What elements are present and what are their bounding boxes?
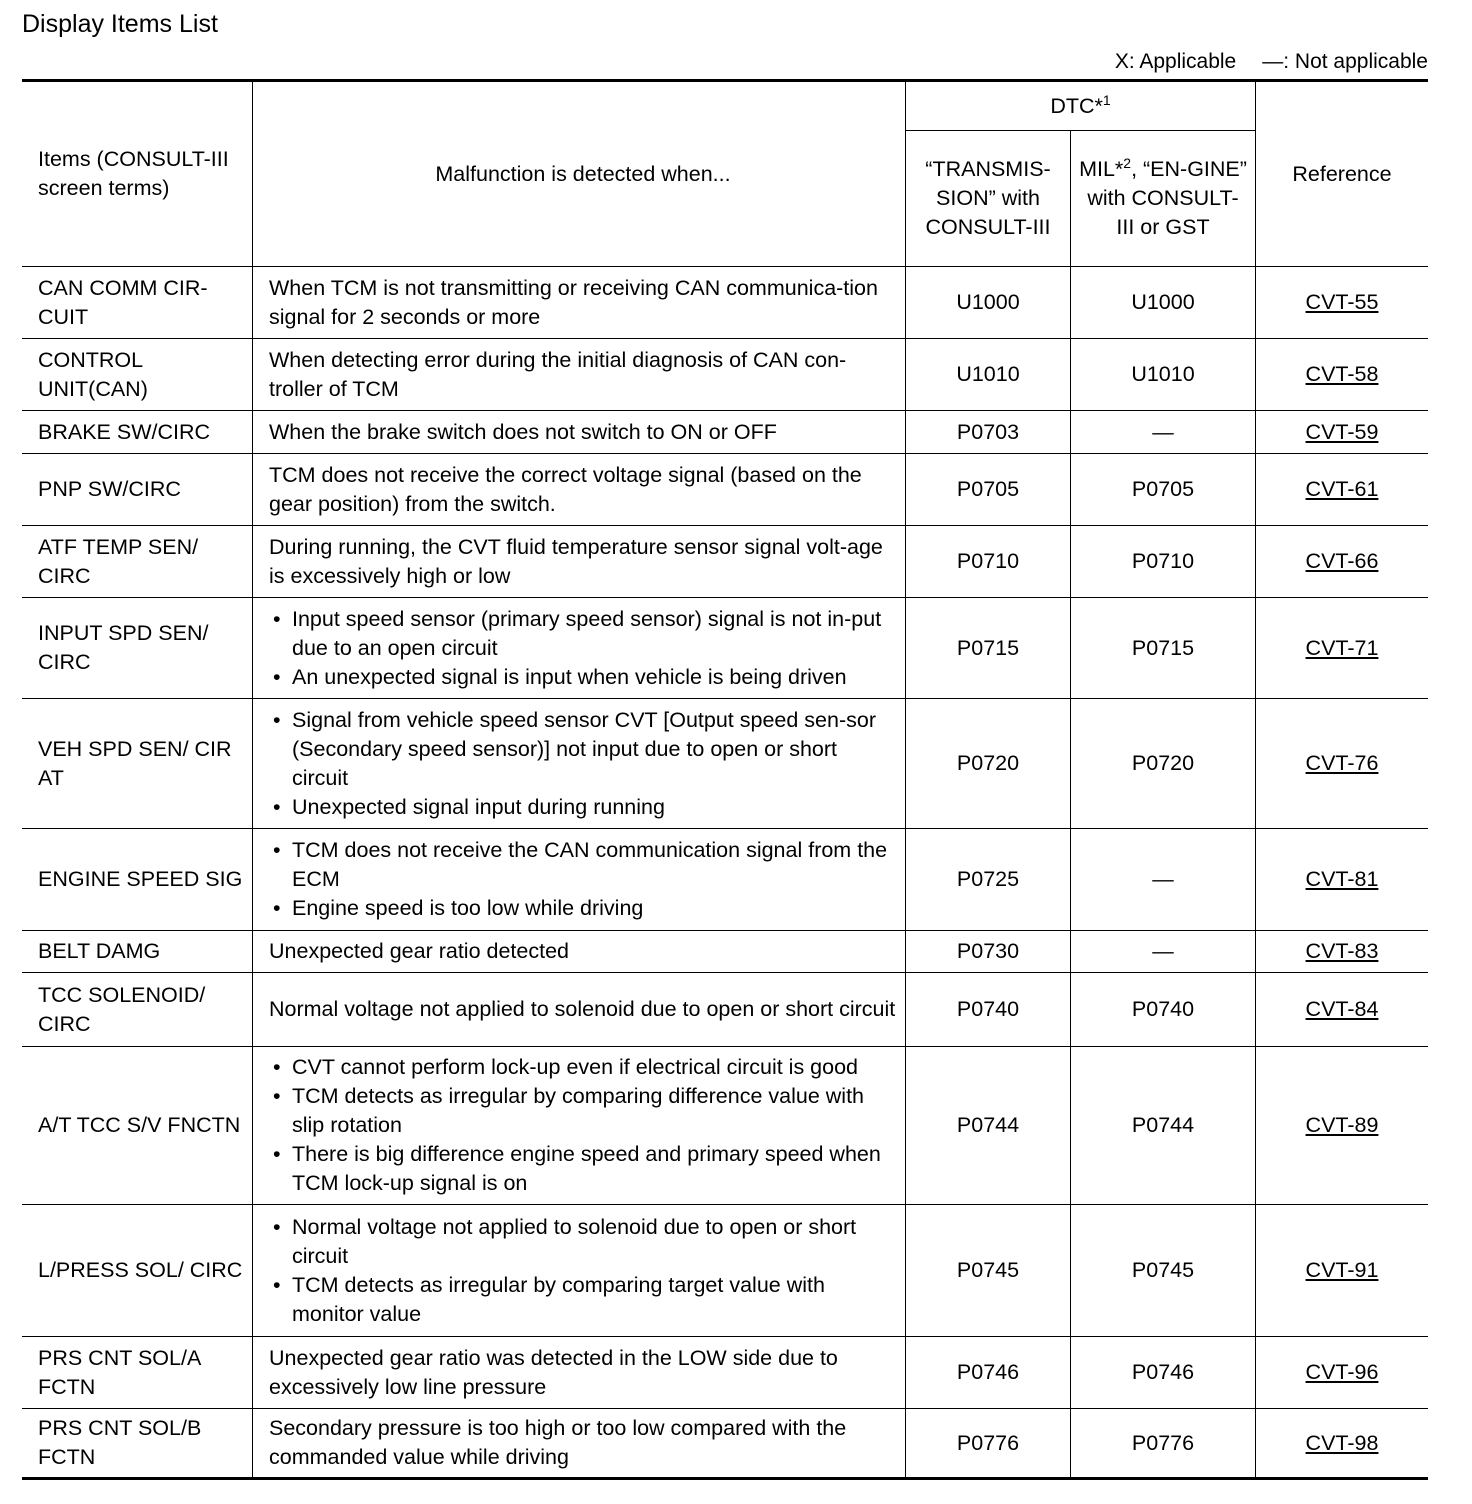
reference-link[interactable]: CVT-89 — [1305, 1113, 1379, 1137]
malfunction-cell — [253, 1409, 906, 1479]
malfunction-cell — [253, 699, 906, 829]
table-row — [22, 454, 1428, 526]
table-row — [22, 1047, 1428, 1205]
dtc-transmission: P0745 — [906, 1205, 1071, 1337]
malfunction-text: Unexpected gear ratio detected — [269, 939, 570, 963]
malfunction-list — [269, 1053, 897, 1198]
dtc-transmission: P0705 — [906, 454, 1071, 526]
malfunction-text: When TCM is not transmitting or receiving CAN communica-tion signal for 2 seconds or more — [269, 275, 878, 329]
dtc-transmission: P0715 — [906, 598, 1071, 699]
item-name: PNP SW/CIRC — [22, 454, 253, 526]
malfunction-bullet: • TCM detects as irregular by comparing difference value with slip rotation — [269, 1082, 897, 1140]
dtc-transmission: P0740 — [906, 973, 1071, 1047]
malfunction-text: Normal voltage not applied to solenoid due to open or short circuit — [269, 997, 896, 1021]
malfunction-cell — [253, 829, 906, 931]
malfunction-list — [269, 1213, 897, 1329]
reference-cell — [1256, 1409, 1429, 1479]
table-row — [22, 931, 1428, 973]
reference-cell — [1256, 931, 1429, 973]
item-name: PRS CNT SOL/A FCTN — [22, 1337, 253, 1409]
table-row — [22, 1205, 1428, 1337]
reference-link[interactable]: CVT-96 — [1305, 1360, 1379, 1384]
dtc-transmission: P0725 — [906, 829, 1071, 931]
dtc-transmission: P0710 — [906, 526, 1071, 598]
reference-link[interactable]: CVT-91 — [1305, 1258, 1379, 1282]
item-name: ENGINE SPEED SIG — [22, 829, 253, 931]
reference-link[interactable]: CVT-61 — [1305, 477, 1379, 501]
malfunction-list — [269, 836, 897, 923]
item-name: ATF TEMP SEN/ CIRC — [22, 526, 253, 598]
malfunction-bullet: • Unexpected signal input during running — [269, 793, 897, 822]
dtc-mil: — — [1071, 931, 1256, 973]
malfunction-bullet: • Input speed sensor (primary speed sensor) signal is not in-put due to an open circuit — [269, 605, 897, 663]
item-name: VEH SPD SEN/ CIR AT — [22, 699, 253, 829]
dtc-mil: U1010 — [1071, 339, 1256, 411]
reference-link[interactable]: CVT-66 — [1305, 549, 1379, 573]
item-name: L/PRESS SOL/ CIRC — [22, 1205, 253, 1337]
item-name: PRS CNT SOL/B FCTN — [22, 1409, 253, 1479]
malfunction-cell — [253, 411, 906, 454]
malfunction-cell — [253, 1047, 906, 1205]
reference-cell — [1256, 267, 1429, 339]
reference-cell — [1256, 411, 1429, 454]
reference-link[interactable]: CVT-98 — [1305, 1430, 1379, 1455]
reference-link[interactable]: CVT-76 — [1305, 751, 1379, 775]
malfunction-cell — [253, 339, 906, 411]
dtc-mil: P0715 — [1071, 598, 1256, 699]
reference-link[interactable]: CVT-83 — [1305, 939, 1379, 963]
display-items-table — [22, 79, 1428, 1480]
table-row — [22, 829, 1428, 931]
malfunction-text: Secondary pressure is too high or too low compared with the commanded value while driving — [269, 1416, 847, 1469]
malfunction-bullet: • TCM does not receive the CAN communication signal from the ECM — [269, 836, 897, 894]
header-mil: MIL*$^2$, “EN-GINE” with CONSULT-III or GST — [1071, 131, 1256, 267]
malfunction-text: During running, the CVT fluid temperature sensor signal volt-age is excessively high or low — [269, 534, 883, 588]
item-name: A/T TCC S/V FNCTN — [22, 1047, 253, 1205]
malfunction-cell — [253, 973, 906, 1047]
legend-applicable: X: Applicable — [1114, 50, 1237, 73]
malfunction-bullet: • CVT cannot perform lock-up even if electrical circuit is good — [269, 1053, 897, 1082]
malfunction-bullet: • Signal from vehicle speed sensor CVT [Output speed sen-sor (Secondary speed sensor)] not input due to open or short circuit — [269, 706, 897, 793]
dtc-transmission: P0746 — [906, 1337, 1071, 1409]
malfunction-text: When the brake switch does not switch to ON or OFF — [269, 419, 777, 444]
dtc-mil: P0720 — [1071, 699, 1256, 829]
reference-link[interactable]: CVT-55 — [1305, 290, 1379, 314]
reference-link[interactable]: CVT-59 — [1305, 419, 1379, 444]
malfunction-bullet: • There is big difference engine speed and primary speed when TCM lock-up signal is on — [269, 1140, 897, 1198]
dtc-mil: P0710 — [1071, 526, 1256, 598]
table-row — [22, 1337, 1428, 1409]
item-name: BRAKE SW/CIRC — [22, 411, 253, 454]
dtc-mil: P0776 — [1071, 1409, 1256, 1479]
dtc-mil: P0740 — [1071, 973, 1256, 1047]
reference-link[interactable]: CVT-81 — [1305, 867, 1379, 891]
malfunction-list — [269, 706, 897, 822]
malfunction-text: Unexpected gear ratio was detected in the LOW side due to excessively low line pressure — [269, 1345, 838, 1399]
item-name: CAN COMM CIR-CUIT — [22, 267, 253, 339]
header-reference: Reference — [1256, 81, 1429, 267]
dtc-mil: — — [1071, 829, 1256, 931]
dtc-transmission: P0776 — [906, 1409, 1071, 1479]
dtc-transmission: P0720 — [906, 699, 1071, 829]
item-name: TCC SOLENOID/ CIRC — [22, 973, 253, 1047]
reference-cell — [1256, 339, 1429, 411]
malfunction-cell — [253, 598, 906, 699]
header-transmission: “TRANSMIS-SION” with CONSULT-III — [906, 131, 1071, 267]
table-row — [22, 598, 1428, 699]
malfunction-cell — [253, 267, 906, 339]
reference-link[interactable]: CVT-58 — [1305, 362, 1379, 386]
item-name: CONTROL UNIT(CAN) — [22, 339, 253, 411]
table-row — [22, 526, 1428, 598]
header-dtc: DTC*$^1$ — [906, 81, 1256, 131]
table-row — [22, 973, 1428, 1047]
malfunction-bullet: • TCM detects as irregular by comparing target value with monitor value — [269, 1271, 897, 1329]
item-name: INPUT SPD SEN/ CIRC — [22, 598, 253, 699]
item-name: BELT DAMG — [22, 931, 253, 973]
table-row — [22, 1409, 1428, 1479]
table-row — [22, 699, 1428, 829]
dtc-transmission: U1010 — [906, 339, 1071, 411]
reference-cell — [1256, 1047, 1429, 1205]
reference-cell — [1256, 598, 1429, 699]
malfunction-cell — [253, 931, 906, 973]
header-malfunction: Malfunction is detected when... — [253, 81, 906, 267]
table-row — [22, 267, 1428, 339]
dtc-transmission: P0703 — [906, 411, 1071, 454]
dtc-transmission: P0730 — [906, 931, 1071, 973]
reference-link[interactable]: CVT-71 — [1305, 635, 1379, 660]
dtc-mil: P0746 — [1071, 1337, 1256, 1409]
reference-cell — [1256, 526, 1429, 598]
header-items: Items (CONSULT-III screen terms) — [22, 81, 253, 267]
malfunction-text: When detecting error during the initial diagnosis of CAN con-troller of TCM — [269, 347, 847, 401]
table-row — [22, 339, 1428, 411]
dtc-mil: P0744 — [1071, 1047, 1256, 1205]
page-title: Display Items List — [22, 10, 218, 38]
reference-cell — [1256, 829, 1429, 931]
malfunction-cell — [253, 1337, 906, 1409]
dtc-mil: U1000 — [1071, 267, 1256, 339]
malfunction-bullet: • Normal voltage not applied to solenoid due to open or short circuit — [269, 1213, 897, 1271]
legend-not-applicable: —: Not applicable — [1262, 50, 1428, 73]
malfunction-list — [269, 605, 897, 692]
reference-cell — [1256, 1205, 1429, 1337]
legend — [1089, 50, 1428, 74]
dtc-mil: — — [1071, 411, 1256, 454]
dtc-transmission: U1000 — [906, 267, 1071, 339]
reference-cell — [1256, 454, 1429, 526]
table-row — [22, 411, 1428, 454]
dtc-transmission: P0744 — [906, 1047, 1071, 1205]
reference-link[interactable]: CVT-84 — [1305, 997, 1379, 1021]
malfunction-cell — [253, 454, 906, 526]
malfunction-text: TCM does not receive the correct voltage signal (based on the gear position) from the switch. — [269, 462, 862, 516]
reference-cell — [1256, 973, 1429, 1047]
dtc-mil: P0705 — [1071, 454, 1256, 526]
reference-cell — [1256, 699, 1429, 829]
malfunction-cell — [253, 1205, 906, 1337]
malfunction-bullet: • Engine speed is too low while driving — [269, 894, 897, 923]
dtc-mil: P0745 — [1071, 1205, 1256, 1337]
malfunction-bullet: • An unexpected signal is input when vehicle is being driven — [269, 663, 897, 692]
malfunction-cell — [253, 526, 906, 598]
reference-cell — [1256, 1337, 1429, 1409]
